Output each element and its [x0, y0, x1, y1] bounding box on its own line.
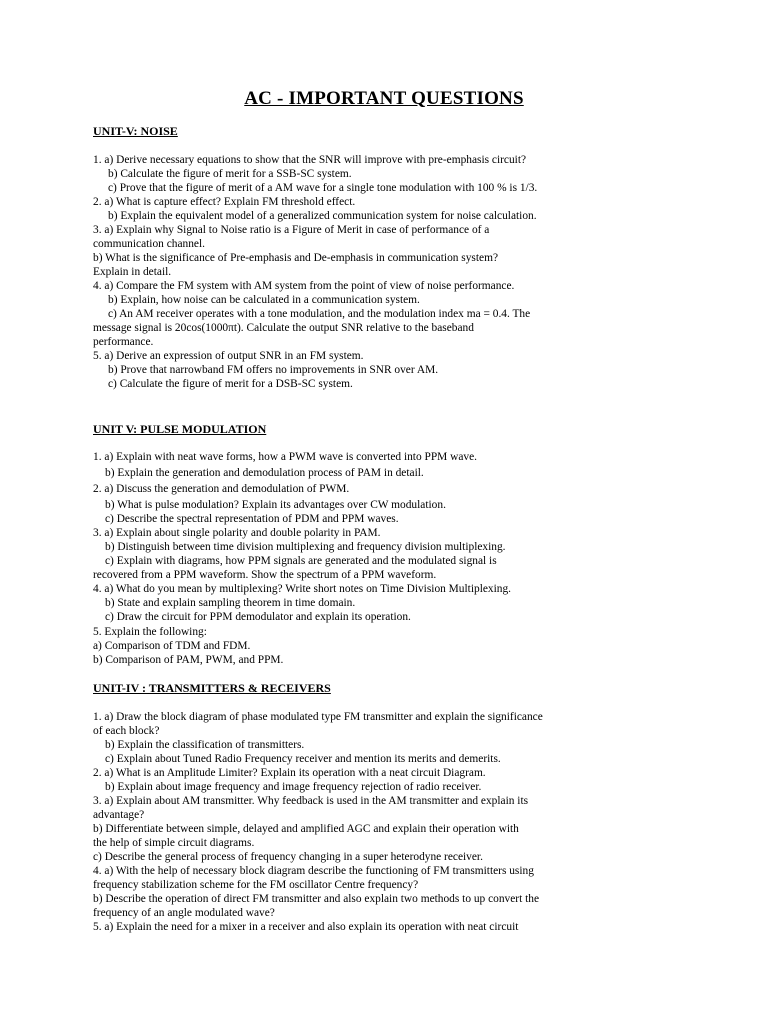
question-line: 4. a) Compare the FM system with AM system from the point of view of noise performance. — [93, 280, 515, 292]
question-line: c) Describe the spectral representation of PDM and PPM waves. — [105, 513, 399, 525]
question-line: message signal is 20cos(1000πt). Calculate the output SNR relative to the baseband — [93, 322, 474, 334]
question-line: 3. a) Explain about AM transmitter. Why feedback is used in the AM transmitter and explain its — [93, 795, 529, 807]
question-line: b) Prove that narrowband FM offers no improvements in SNR over AM. — [108, 364, 439, 376]
question-line: 1. a) Explain with neat wave forms, how a PWM wave is converted into PPM wave. — [93, 451, 478, 463]
question-line: 5. a) Derive an expression of output SNR in an FM system. — [93, 350, 364, 362]
section-heading-transmitters-receivers: UNIT-IV : TRANSMITTERS & RECEIVERS — [93, 681, 331, 695]
question-line: b) Explain the equivalent model of a generalized communication system for noise calculation. — [108, 210, 537, 222]
page-title: AC - IMPORTANT QUESTIONS — [244, 88, 524, 109]
question-line: 2. a) Discuss the generation and demodulation of PWM. — [93, 483, 350, 495]
question-line: b) Explain the generation and demodulation process of PAM in detail. — [105, 467, 424, 479]
question-line: b) What is pulse modulation? Explain its advantages over CW modulation. — [105, 499, 446, 511]
question-line: c) Explain with diagrams, how PPM signals are generated and the modulated signal is — [105, 555, 497, 567]
question-line: c) Calculate the figure of merit for a DSB-SC system. — [108, 378, 353, 390]
question-line: c) Describe the general process of frequency changing in a super heterodyne receiver. — [93, 851, 483, 863]
question-line: performance. — [93, 336, 154, 348]
question-line: b) Explain the classification of transmitters. — [105, 739, 305, 751]
question-line: c) Prove that the figure of merit of a AM wave for a single tone modulation with 100 % is 1/3. — [108, 182, 538, 194]
question-line: 4. a) With the help of necessary block diagram describe the functioning of FM transmitters using — [93, 865, 534, 877]
question-line: c) Draw the circuit for PPM demodulator and explain its operation. — [105, 611, 411, 623]
question-line: b) Describe the operation of direct FM transmitter and also explain two methods to up convert the — [93, 893, 540, 905]
question-line: frequency stabilization scheme for the FM oscillator Centre frequency? — [93, 879, 419, 891]
question-line: b) Distinguish between time division multiplexing and frequency division multiplexing. — [105, 541, 506, 553]
question-line: 3. a) Explain about single polarity and double polarity in PAM. — [93, 527, 381, 539]
question-line: advantage? — [93, 809, 145, 821]
question-line: Explain in detail. — [93, 266, 172, 278]
question-line: frequency of an angle modulated wave? — [93, 907, 275, 919]
question-line: b) Explain about image frequency and image frequency rejection of radio receiver. — [105, 781, 482, 793]
question-line: 1. a) Draw the block diagram of phase modulated type FM transmitter and explain the significance — [93, 711, 543, 723]
question-line: 4. a) What do you mean by multiplexing? Write short notes on Time Division Multiplexing. — [93, 583, 512, 595]
question-line: b) What is the significance of Pre-emphasis and De-emphasis in communication system? — [93, 252, 499, 264]
section-heading-pulse-modulation: UNIT V: PULSE MODULATION — [93, 422, 267, 436]
section-heading-noise: UNIT-V: NOISE — [93, 124, 178, 138]
question-line: recovered from a PPM waveform. Show the spectrum of a PPM waveform. — [93, 569, 437, 581]
question-line: of each block? — [93, 725, 160, 737]
question-line: 5. a) Explain the need for a mixer in a receiver and also explain its operation with neat circuit — [93, 921, 519, 933]
question-line: b) Comparison of PAM, PWM, and PPM. — [93, 654, 284, 666]
question-line: 3. a) Explain why Signal to Noise ratio is a Figure of Merit in case of performance of a — [93, 224, 490, 236]
question-line: the help of simple circuit diagrams. — [93, 837, 255, 849]
question-line: 2. a) What is capture effect? Explain FM threshold effect. — [93, 196, 356, 208]
question-line: communication channel. — [93, 238, 205, 250]
question-line: 1. a) Derive necessary equations to show that the SNR will improve with pre-emphasis circuit? — [93, 154, 527, 166]
question-line: b) Explain, how noise can be calculated in a communication system. — [108, 294, 420, 306]
question-line: b) State and explain sampling theorem in time domain. — [105, 597, 356, 609]
question-line: b) Calculate the figure of merit for a SSB-SC system. — [108, 168, 352, 180]
question-line: b) Differentiate between simple, delayed and amplified AGC and explain their operation with — [93, 823, 519, 835]
question-line: 2. a) What is an Amplitude Limiter? Explain its operation with a neat circuit Diagram. — [93, 767, 486, 779]
question-line: a) Comparison of TDM and FDM. — [93, 640, 251, 652]
question-line: c) Explain about Tuned Radio Frequency receiver and mention its merits and demerits. — [105, 753, 501, 765]
question-line: 5. Explain the following: — [93, 626, 207, 638]
question-line: c) An AM receiver operates with a tone modulation, and the modulation index ma = 0.4. The — [108, 308, 531, 320]
